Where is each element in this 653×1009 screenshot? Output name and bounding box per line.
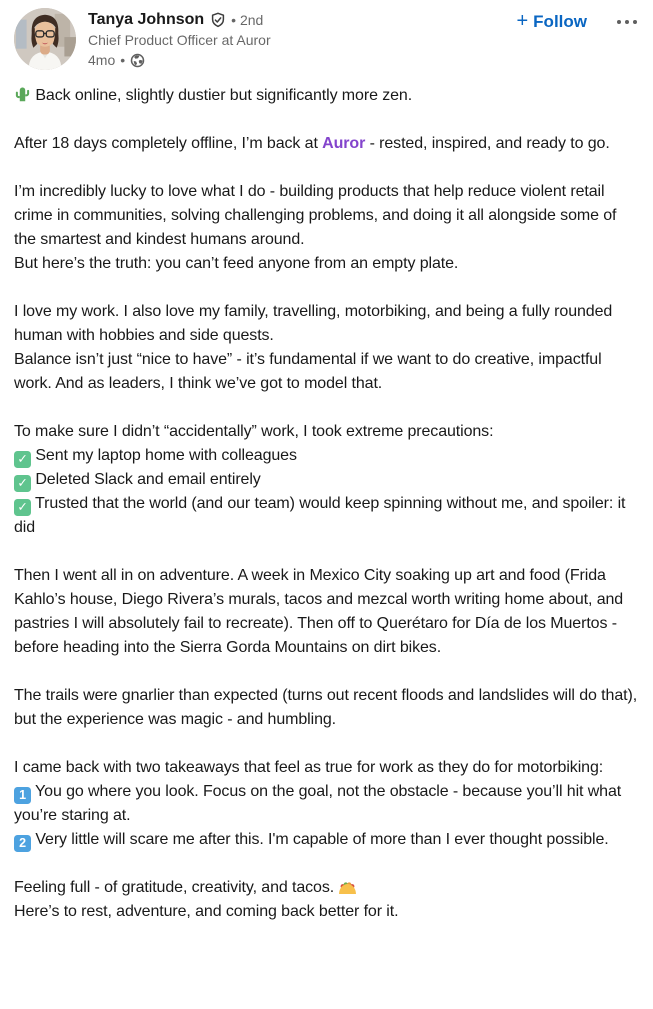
post-header [14, 8, 639, 70]
author-block [88, 8, 271, 68]
author-name[interactable]: Tanya Johnson [88, 11, 205, 28]
globe-icon [130, 53, 145, 68]
one-emoji: 1 [14, 787, 31, 804]
plus-icon: + [516, 10, 529, 32]
post-paragraph: I’m incredibly lucky to love what I do - building products that help reduce violent retail crime in communities, solving challenging problems, and doing it all alongside some of the smartest and kindest humans around. But here’s the truth: you can’t feed anyone from an empty plate. [14, 183, 617, 272]
meta-bullet: • [120, 52, 126, 68]
post-age: 4mo [88, 52, 116, 68]
follow-label: Follow [533, 12, 587, 31]
check-emoji: ✓ [14, 475, 31, 492]
check-emoji: ✓ [14, 451, 31, 468]
post-body [14, 84, 639, 924]
connection-degree: • 2nd [231, 12, 264, 28]
post-paragraph: The trails were gnarlier than expected (turns out recent floods and landslides will do that), but the experience was magic - and humbling. [14, 687, 638, 728]
verified-shield-icon [210, 12, 226, 28]
avatar[interactable] [14, 8, 76, 70]
follow-button[interactable] [510, 8, 593, 36]
check-emoji: ✓ [14, 499, 31, 516]
post-paragraph: After 18 days completely offline, I’m back at Auror - rested, inspired, and ready to go. [14, 135, 610, 152]
author-headline: Chief Product Officer at Auror [88, 32, 271, 48]
two-emoji: 2 [14, 835, 31, 852]
post-paragraph: I love my work. I also love my family, travelling, motorbiking, and being a fully rounded human with hobbies and side quests. Balance isn’t just “nice to have” - it’s fundamental if we want to do creative, impactful work. And as leaders, I think we’ve got to model that. [14, 303, 613, 392]
post-paragraph: Feeling full - of gratitude, creativity, and tacos. Here’s to rest, adventure, and coming back better for it. [14, 879, 399, 920]
post-meta [88, 52, 271, 68]
avatar-image [14, 8, 76, 70]
post-paragraph: Then I went all in on adventure. A week in Mexico City soaking up art and food (Frida Kahlo’s house, Diego Rivera’s murals, tacos and mezcal worth writing home about, and pastries I will absolutely fail to recreate). Then off to Querétaro for Día de los Muertos - before heading into the Sierra Gorda Mountains on dirt bikes. [14, 567, 624, 656]
mention-link-auror[interactable]: Auror [322, 135, 366, 152]
post-actions [510, 8, 639, 36]
post-paragraph: To make sure I didn’t “accidentally” work, I took extreme precautions: ✓ Sent my laptop home with colleagues ✓ Deleted Slack and email entirely ✓ Trusted that the world (and our team) would keep spinning without me, and spoiler: it did [14, 423, 626, 536]
cactus-emoji [14, 86, 31, 103]
taco-emoji [338, 881, 357, 895]
post-paragraph: Back online, slightly dustier but significantly more zen. [14, 84, 639, 108]
overflow-menu-icon[interactable] [615, 12, 639, 32]
post-paragraph: I came back with two takeaways that feel as true for work as they do for motorbiking: 1 You go where you look. Focus on the goal, not the obstacle - because you’ll hit what you’re staring at. 2 Very little will scare me after this. I'm capable of more than I ever thought possible. [14, 759, 622, 850]
